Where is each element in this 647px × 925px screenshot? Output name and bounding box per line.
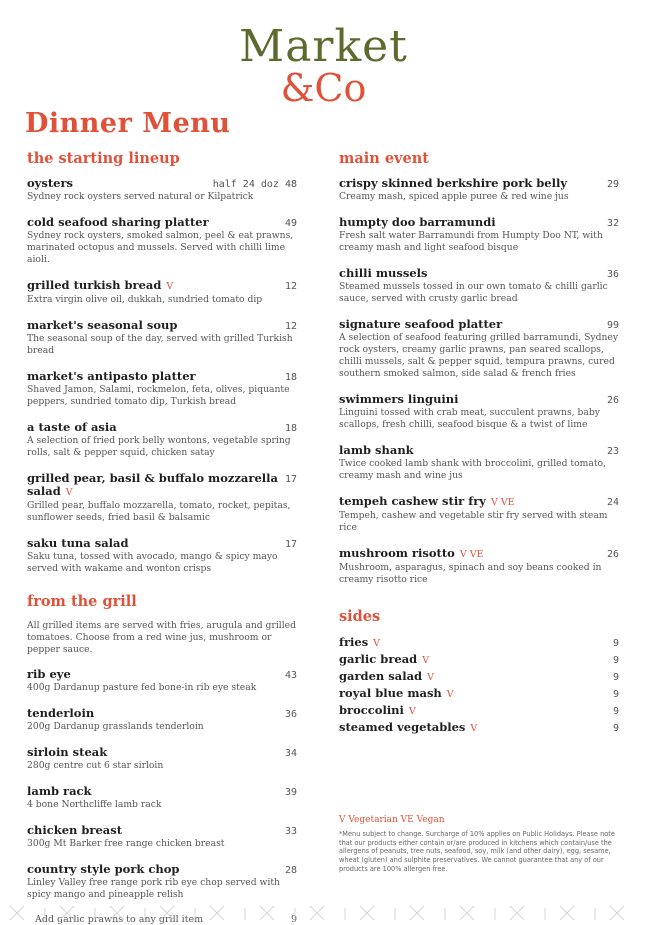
menu-item-name-wrap — [27, 279, 173, 293]
menu-item-name: oysters — [27, 176, 73, 190]
page-title: Dinner Menu — [25, 108, 231, 139]
menu-item — [27, 746, 297, 772]
side-item-name-wrap — [339, 635, 380, 649]
left-column — [27, 150, 297, 925]
menu-item-name-wrap — [339, 495, 515, 509]
menu-item-header — [27, 216, 297, 229]
section-title-grill: from the grill — [27, 593, 137, 610]
menu-item-description: A selection of fried pork belly wontons, vegetable spring rolls, salt & pepper squid, chicken satay — [27, 435, 291, 458]
menu-item-name: chicken breast — [27, 823, 123, 837]
brand-name-bottom: &Co — [280, 66, 367, 110]
menu-item-price: 36 — [606, 269, 619, 280]
menu-item-price: 26 — [606, 549, 619, 560]
menu-item-header — [27, 472, 297, 499]
menu-item-name-wrap — [339, 547, 484, 561]
dietary-tag: V — [422, 655, 430, 666]
menu-item-name-wrap — [27, 177, 73, 190]
menu-item-header — [27, 707, 297, 720]
footer-pattern — [0, 898, 647, 920]
menu-item-header — [339, 495, 619, 509]
side-item-name-wrap — [339, 686, 454, 700]
menu-item-header — [27, 863, 297, 876]
menu-item-header — [27, 785, 297, 798]
menu-item-description: Mushroom, asparagus, spinach and soy beans cooked in creamy risotto rice — [339, 562, 602, 585]
menu-item-name: mushroom risotto — [339, 546, 455, 560]
menu-item-price: 18 — [284, 372, 297, 383]
menu-item-name: market's antipasto platter — [27, 369, 196, 383]
side-item — [339, 703, 619, 717]
menu-item-name-wrap — [27, 824, 122, 837]
menu-item-header — [27, 370, 297, 383]
menu-item — [27, 472, 297, 524]
grill-addon-price: 9 — [290, 914, 297, 925]
menu-item-description: Twice cooked lamb shank with broccolini, grilled tomato, creamy mash and wine jus — [339, 458, 606, 481]
menu-item-price: 39 — [284, 787, 297, 798]
menu-item-name: grilled turkish bread — [27, 278, 162, 292]
dietary-tag: V — [446, 689, 454, 700]
menu-item-header — [27, 319, 297, 332]
menu-item-name-wrap — [27, 746, 107, 759]
menu-item-header — [339, 177, 619, 190]
menu-item-name-wrap — [339, 177, 567, 190]
menu-item — [27, 216, 297, 266]
menu-item-description: Fresh salt water Barramundi from Humpty Doo NT, with creamy mash and light seafood bisque — [339, 230, 603, 253]
menu-item-name: humpty doo barramundi — [339, 215, 496, 229]
menu-item-price: 18 — [284, 423, 297, 434]
menu-item-description: Shaved Jamon, Salami, rockmelon, feta, olives, piquante peppers, sundried tomato dip, Turkish bread — [27, 384, 290, 407]
menu-item-name: lamb shank — [339, 443, 414, 457]
side-item-price: 9 — [612, 655, 619, 666]
menu-item-name-wrap — [27, 863, 179, 876]
menu-item-description: 300g Mt Barker free range chicken breast — [27, 838, 225, 849]
menu-item-name-wrap — [27, 707, 94, 720]
menu-item — [27, 707, 297, 733]
menu-item-price: 34 — [284, 748, 297, 759]
menu-item — [27, 279, 297, 306]
menu-item-price: 43 — [284, 670, 297, 681]
side-item-name: fries — [339, 635, 369, 649]
dietary-tag: V — [65, 487, 73, 498]
side-item-name: steamed vegetables — [339, 720, 466, 734]
menu-item-description: Steamed mussels tossed in our own tomato & chilli garlic sauce, served with crusty garlic bread — [339, 281, 608, 304]
side-item — [339, 635, 619, 649]
menu-item-price: 28 — [284, 865, 297, 876]
menu-item — [27, 177, 297, 203]
menu-item-name: sirloin steak — [27, 745, 108, 759]
menu-item-price: 29 — [606, 179, 619, 190]
menu-item — [27, 863, 297, 901]
menu-item-name-wrap — [27, 370, 196, 383]
menu-item-header — [339, 393, 619, 406]
menu-item-name-wrap — [339, 267, 427, 280]
side-item-name-wrap — [339, 652, 429, 666]
menu-item-name-wrap — [339, 393, 459, 406]
menu-item-header — [339, 547, 619, 561]
menu-item-header — [27, 177, 297, 190]
dietary-tag: V — [470, 723, 478, 734]
menu-item-description: Linguini tossed with crab meat, succulent prawns, baby scallops, fresh chilli, seafood bisque & a twist of lime — [339, 407, 600, 430]
menu-item — [27, 824, 297, 850]
menu-item — [27, 668, 297, 694]
menu-item-description: 280g centre cut 6 star sirloin — [27, 760, 164, 771]
menu-item-name-wrap — [339, 318, 502, 331]
side-item-name: garlic bread — [339, 652, 418, 666]
menu-item — [339, 267, 619, 305]
menu-item-header — [27, 824, 297, 837]
menu-item-header — [27, 668, 297, 681]
menu-item-price: 49 — [284, 218, 297, 229]
menu-item-name-wrap — [339, 216, 496, 229]
menu-item-name: lamb rack — [27, 784, 92, 798]
menu-item-name-wrap — [27, 319, 177, 332]
menu-item-name: tenderloin — [27, 706, 95, 720]
side-item-price: 9 — [612, 672, 619, 683]
dietary-tag: V VE — [459, 549, 484, 560]
main-event-list — [339, 177, 619, 586]
menu-item-price: 36 — [284, 709, 297, 720]
menu-item-description: 200g Dardanup grasslands tenderloin — [27, 721, 204, 732]
menu-item-name: grilled pear, basil & buffalo mozzarella salad — [27, 471, 278, 498]
menu-item — [339, 216, 619, 254]
menu-item-name-wrap — [27, 668, 71, 681]
menu-item-description: Sydney rock oysters served natural or Kilpatrick — [27, 191, 254, 202]
menu-item — [27, 537, 297, 575]
section-title-starting-lineup: the starting lineup — [27, 150, 180, 167]
menu-item-name-wrap — [339, 444, 414, 457]
menu-item-name-wrap — [27, 537, 129, 550]
brand-logo — [0, 21, 647, 110]
menu-item-header — [339, 216, 619, 229]
menu-item-price: 12 — [284, 281, 297, 292]
side-item-price: 9 — [612, 723, 619, 734]
menu-item — [27, 785, 297, 811]
menu-item-name: chilli mussels — [339, 266, 428, 280]
menu-item-description: Saku tuna, tossed with avocado, mango & spicy mayo served with wakame and wonton crisps — [27, 551, 278, 574]
menu-item-name: rib eye — [27, 667, 71, 681]
menu-item-description: Creamy mash, spiced apple puree & red wine jus — [339, 191, 569, 202]
menu-item-name-wrap — [27, 472, 279, 499]
menu-item-name: a taste of asia — [27, 420, 117, 434]
side-item-name-wrap — [339, 703, 416, 717]
menu-item-header — [339, 318, 619, 331]
dietary-tag: V — [408, 706, 416, 717]
menu-item-name-wrap — [27, 785, 92, 798]
grill-intro: All grilled items are served with fries, arugula and grilled tomatoes. Choose from a red wine jus, mushroom or pepper sauce. — [27, 620, 296, 655]
dietary-legend: V Vegetarian VE Vegan — [339, 815, 445, 825]
side-item-name: garden salad — [339, 669, 423, 683]
menu-item-price: 33 — [284, 826, 297, 837]
menu-item-header — [27, 279, 297, 293]
menu-item-name: tempeh cashew stir fry — [339, 494, 486, 508]
menu-item-price: 32 — [606, 218, 619, 229]
side-item-name: royal blue mash — [339, 686, 442, 700]
menu-item — [339, 177, 619, 203]
menu-item-header — [27, 537, 297, 550]
menu-item-description: 400g Dardanup pasture fed bone-in rib eye steak — [27, 682, 257, 693]
menu-item — [27, 319, 297, 357]
side-item-price: 9 — [612, 638, 619, 649]
menu-item-header — [27, 746, 297, 759]
side-item — [339, 720, 619, 734]
dietary-tag: V — [166, 281, 174, 292]
menu-item-name: market's seasonal soup — [27, 318, 178, 332]
menu-item-name: swimmers linguini — [339, 392, 459, 406]
menu-item-description: A selection of seafood featuring grilled barramundi, Sydney rock oysters, creamy garlic prawns, pan seared scallops, chilli mussels, salt & pepper squid, tempura prawns, cured southern smoked salmon, side salad & french fries — [339, 332, 619, 379]
menu-item-header — [339, 267, 619, 280]
menu-item-price: 23 — [606, 446, 619, 457]
side-item-name-wrap — [339, 720, 477, 734]
dietary-tag: V — [427, 672, 434, 683]
starting-lineup-list — [27, 177, 297, 575]
side-item-name-wrap — [339, 669, 434, 683]
dietary-tag: V — [373, 638, 381, 649]
menu-item-price: half 24 doz 48 — [212, 179, 297, 190]
grill-addon-label: Add garlic prawns to any grill item — [35, 914, 204, 925]
side-item-price: 9 — [612, 706, 619, 717]
menu-item — [339, 444, 619, 482]
menu-notes: *Menu subject to change. Surcharge of 10% applies on Public Holidays. Please note that our products either contain or/are produced in kitchens which contain/use the allergens of peanuts, tree nuts, seafood, soy, milk (and other dairy), egg, sesame, wheat (gluten) and sulphite preservatives. We cannot guarantee that any of our products are 100% allergen free. — [339, 830, 615, 873]
sides-list — [339, 635, 619, 734]
side-item-price: 9 — [612, 689, 619, 700]
side-item — [339, 686, 619, 700]
menu-item-description: 4 bone Northcliffe lamb rack — [27, 799, 162, 810]
cutlery-pattern-icon — [10, 906, 624, 920]
side-item — [339, 669, 619, 683]
menu-item-description: Tempeh, cashew and vegetable stir fry served with steam rice — [339, 510, 608, 533]
menu-item-price: 24 — [606, 497, 619, 508]
menu-item-description: Sydney rock oysters, smoked salmon, peel & eat prawns, marinated octopus and mussels. Served with chilli lime aioli. — [27, 230, 294, 265]
menu-item-description: Extra virgin olive oil, dukkah, sundried tomato dip — [27, 294, 263, 305]
menu-item-description: Linley Valley free range pork rib eye chop served with spicy mango and pineapple relish — [27, 877, 280, 900]
menu-item — [339, 547, 619, 586]
grill-list — [27, 668, 297, 901]
menu-item — [339, 393, 619, 431]
menu-item-description: The seasonal soup of the day, served with grilled Turkish bread — [27, 333, 293, 356]
menu-item — [27, 370, 297, 408]
menu-item-name: saku tuna salad — [27, 536, 129, 550]
menu-item-price: 17 — [284, 474, 297, 485]
menu-item-name: crispy skinned berkshire pork belly — [339, 176, 568, 190]
menu-item — [339, 495, 619, 534]
menu-item — [27, 421, 297, 459]
menu-item-name: cold seafood sharing platter — [27, 215, 209, 229]
side-item — [339, 652, 619, 666]
menu-item-name: signature seafood platter — [339, 317, 503, 331]
menu-item-description: Grilled pear, buffalo mozzarella, tomato, rocket, pepitas, sunflower seeds, fried basil & balsamic — [27, 500, 291, 523]
menu-item-name-wrap — [27, 216, 209, 229]
menu-item-price: 12 — [284, 321, 297, 332]
brand-name-top: Market — [239, 21, 408, 72]
menu-item-header — [339, 444, 619, 457]
menu-item-name: country style pork chop — [27, 862, 180, 876]
menu-item-price: 26 — [606, 395, 619, 406]
right-column — [339, 150, 619, 737]
menu-item — [339, 318, 619, 380]
menu-item-header — [27, 421, 297, 434]
dietary-tag: V VE — [490, 497, 515, 508]
menu-item-price: 17 — [284, 539, 297, 550]
section-title-sides: sides — [339, 608, 381, 625]
section-title-main-event: main event — [339, 150, 429, 167]
menu-item-name-wrap — [27, 421, 117, 434]
side-item-name: broccolini — [339, 703, 404, 717]
menu-item-price: 99 — [606, 320, 619, 331]
